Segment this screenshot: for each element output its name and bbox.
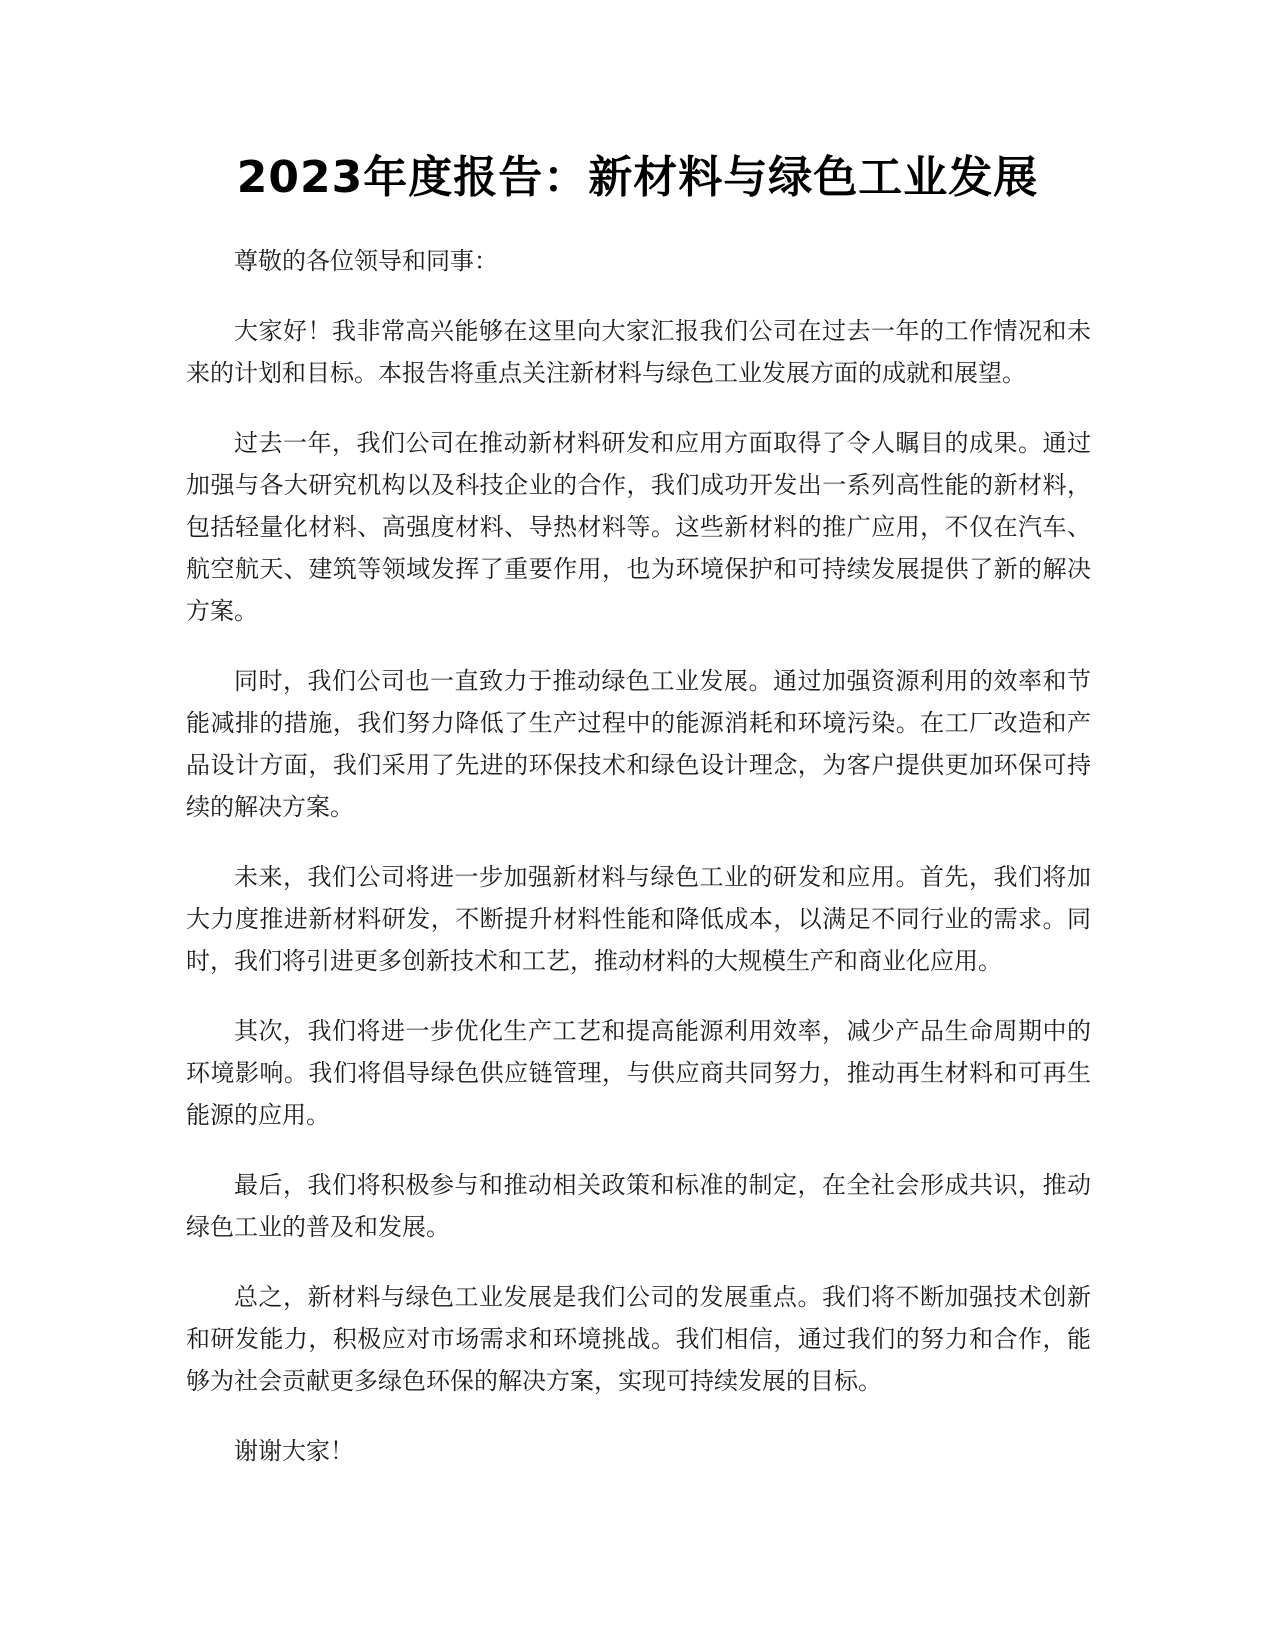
paragraph-green-industry: 同时，我们公司也一直致力于推动绿色工业发展。通过加强资源利用的效率和节能减排的措施，我们努力降低了生产过程中的能源消耗和环境污染。在工厂改造和产品设计方面，我们采用了先进的环保技术和绿色设计理念，为客户提供更加环保可持续的解决方案。 — [186, 667, 1091, 821]
paragraph-past-achievements: 过去一年，我们公司在推动新材料研发和应用方面取得了令人瞩目的成果。通过加强与各大研究机构以及科技企业的合作，我们成功开发出一系列高性能的新材料，包括轻量化材料、高强度材料、导热材料等。这些新材料的推广应用，不仅在汽车、航空航天、建筑等领域发挥了重要作用，也为环境保护和可持续发展提供了新的解决方案。 — [186, 429, 1091, 625]
paragraph-future-plans: 未来，我们公司将进一步加强新材料与绿色工业的研发和应用。首先，我们将加大力度推进新材料研发，不断提升材料性能和降低成本，以满足不同行业的需求。同时，我们将引进更多创新技术和工艺，推动材料的大规模生产和商业化应用。 — [186, 863, 1091, 975]
document-title: 2023年度报告：新材料与绿色工业发展 — [236, 152, 1039, 203]
paragraph-greeting: 大家好！我非常高兴能够在这里向大家汇报我们公司在过去一年的工作情况和未来的计划和目标。本报告将重点关注新材料与绿色工业发展方面的成就和展望。 — [186, 317, 1091, 387]
paragraph-salutation: 尊敬的各位领导和同事： — [234, 247, 498, 275]
paragraph-finally: 最后，我们将积极参与和推动相关政策和标准的制定，在全社会形成共识，推动绿色工业的普及和发展。 — [186, 1171, 1091, 1241]
document-body — [186, 240, 1091, 1500]
paragraph-thanks: 谢谢大家！ — [234, 1437, 354, 1465]
paragraph-second: 其次，我们将进一步优化生产工艺和提高能源利用效率，减少产品生命周期中的环境影响。我们将倡导绿色供应链管理，与供应商共同努力，推动再生材料和可再生能源的应用。 — [186, 1017, 1091, 1129]
paragraph-summary: 总之，新材料与绿色工业发展是我们公司的发展重点。我们将不断加强技术创新和研发能力，积极应对市场需求和环境挑战。我们相信，通过我们的努力和合作，能够为社会贡献更多绿色环保的解决方案，实现可持续发展的目标。 — [186, 1283, 1091, 1395]
